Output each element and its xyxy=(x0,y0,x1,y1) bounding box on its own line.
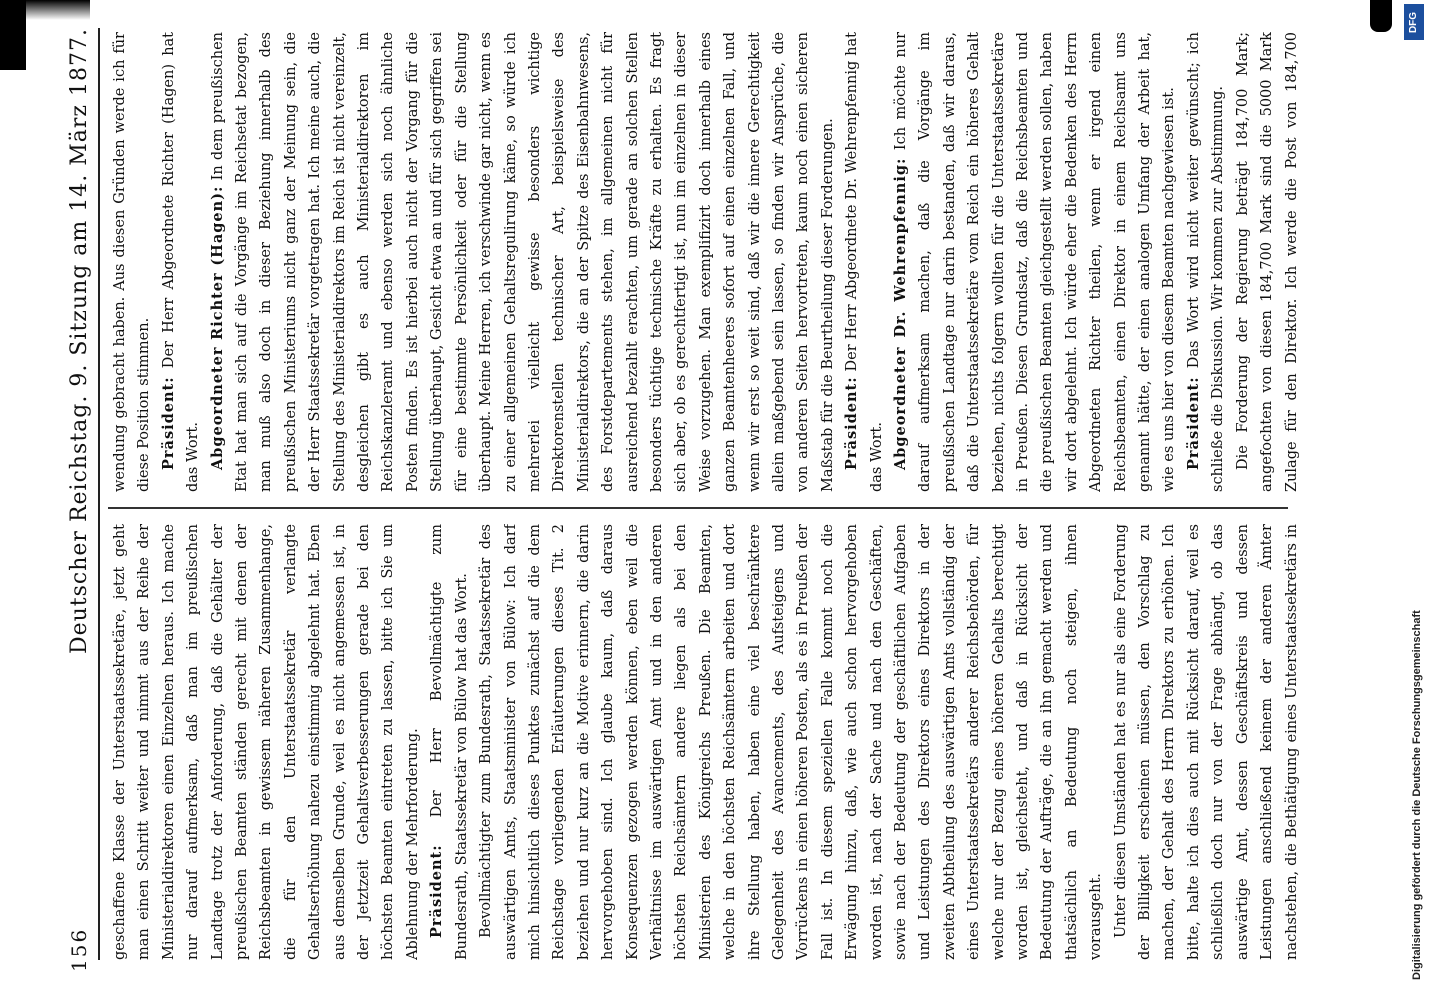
header-rule xyxy=(98,28,100,960)
speaker-label: Präsident: xyxy=(1184,376,1202,470)
funding-imprint xyxy=(1406,20,1428,980)
page-number: 156 xyxy=(67,927,91,972)
page-title: Deutscher Reichstag. 9. Sitzung am 14. März 1877. xyxy=(66,28,92,655)
paragraph-text: Der Herr Abgeordnete Richter (Hagen) hat das Wort. xyxy=(160,32,202,492)
paragraph xyxy=(840,32,889,492)
paragraph xyxy=(206,32,841,492)
funding-imprint-text: Digitalisierung gefördert durch die Deutsche Forschungsgemeinschaft xyxy=(1411,610,1423,980)
right-column xyxy=(108,32,1308,492)
paragraph: geschaffene Klasse der Unterstaatssekretäre, jetzt geht man einen Schritt weiter und nimmt aus der Reihe der Ministerialdirektoren einen Einzelnen heraus. Ich mache nur darauf aufmerksam, daß man im preußischen Landtage trotz der Anforderung, daß die Gehälter der preußischen Beamten ständen gerecht mit denen der Reichsbeamten in gewissem näheren Zusammenhange, die für den Unterstaatssekretär verlangte Gehaltserhöhung nahezu einstimmig abgelehnt hat. Eben aus demselben Grunde, weil es nicht angemessen ist, in der Jetztzeit Gehaltsverbesserungen gerade bei den höchsten Beamten eintreten zu lassen, bitte ich Sie um Ablehnung der Mehrforderung. xyxy=(112,524,421,960)
paragraph-text: In dem preußischen Etat hat man sich auf die Vorgänge im Reichsetat bezogen, man muß also doch in dieser Beziehung innerhalb des preußischen Ministeriums nicht ganz der Meinung sein, die der Herr Staatssekretär vorgetragen hat. Ich meine auch, die Stellung des Ministerialdirektors im Reich ist nicht vereinzelt, desgleichen gibt es auch Ministerialdirektoren im Reichskanzleramt und ebenso werden sich noch ähnliche Posten finden. Es ist hierbei auch nicht der Vorgang für die Stellung überhaupt, Gesicht etwa an und für sich gegriffen sei für eine bestimmte Persönlichkeit oder für die Stellung überhaupt. Meine Herren, ich verschwinde gar nicht, wenn es zu einer allgemeinen Gehaltsregulirung käme, so würde ich mehrerlei vielleicht gewisse besonders wichtige Direktorenstellen technischer Art, beispielsweise des Ministerialdirektors, die an der Spitze des Eisenbahnwesens, des Forstdepartements stehen, im allgemeinen nicht für ausreichend bezahlt erachten, um gerade an solchen Stellen besonders tüchtige technische Kräfte zu erhalten. Es fragt sich aber, ob es gerechtfertigt ist, nun im einzelnen in dieser Weise vorzugehen. Man exemplifizirt doch innerhalb eines ganzen Beamtenheeres sofort auf einen einzelnen Fall, und wenn wir erst so weit sind, daß wir die innere Gerechtigkeit allein maßgebend sein lassen, so finden wir Ansprüche, die von anderen Seiten hervortreten, kaum noch einen sicheren Maßstab für die Beurtheilung dieser Forderungen. xyxy=(209,32,836,492)
speaker-label: Präsident: xyxy=(843,376,861,470)
paragraph-text: Ich möchte nur darauf aufmerksam machen, daß die Vorgänge im preußischen Landtage nur darin bestanden, daß wir daraus, daß die Unterstaatssekretäre vom Reich ein höheres Gehalt beziehen, nichts folgern wollten für die Unterstaatssekretäre in Preußen. Diesen Grundsatz, daß die Reichsbeamten und die preußischen Beamten gleichgestellt werden sollen, haben wir dort abgelehnt. Ich würde eher die Bedenken des Herrn Abgeordneten Richter theilen, wenn er irgend einen Reichsbeamten, einen Direktor in einem Reichsamt uns genannt hätte, der einen analogen Umfang der Arbeit hat, wie es uns hier von diesem Beamten nachgewiesen ist. xyxy=(893,32,1178,492)
page-header xyxy=(62,28,96,972)
paragraph xyxy=(157,32,206,492)
paragraph xyxy=(1182,32,1231,492)
paragraph xyxy=(425,524,474,960)
left-column xyxy=(108,524,1308,960)
paragraph: Unter diesen Umständen hat es nur als eine Forderung der Billigkeit erscheinen müssen, den Vorschlag zu machen, der Gehalt des Herrn Direktors zu erhöhen. Ich bitte, halte ich dies auch mit Rücksicht darauf, weil es schließlich doch nur von der Frage abhängt, ob das auswärtige Amt, dessen Geschäftskreis und dessen Leistungen anschließend keinem der anderen Ämter nachstehen, die Bethätigung eines Unterstaatssekretärs in xyxy=(1112,524,1300,960)
paragraph: Bevollmächtigter zum Bundesrath, Staatssekretär des auswärtigen Amts, Staatsminister von Bülow: Ich darf mich hinsichtlich dieses Punktes zunächst auf die dem Reichstage vorliegenden Erläuterungen dieses Tit. 2 beziehen und nur kurz an die Motive erinnern, die darin hervorgehoben sind. Ich glaube kaum, daß daraus Konsequenzen gezogen werden können, eben weil die Verhältnisse im auswärtigen Amt und in den anderen höchsten Reichsämtern andere liegen als bei den Ministerien des Königreichs Preußen. Die Beamten, welche in den höchsten Reichsämtern arbeiten und dort ihre Stellung haben, haben eine viel beschränktere Gelegenheit des Avancements, des Aufsteigens und Vorrückens in einen höheren Posten, als es in Preußen der Fall ist. In diesem speziellen Falle kommt noch die Erwägung hinzu, daß, wie auch schon hervorgehoben worden ist, nach der Sache und nach den Geschäften, sowie nach der Bedeutung der geschäftlichen Aufgaben und Leistungen des Direktors eines Direktors in der zweiten Abtheilung des auswärtigen Amts vollständig der eines Unterstaatssekretärs anderer Reichsbehörden, für welche nur der Bezug eines höheren Gehalts berechtigt worden ist, gleichsteht, und daß in Rücksicht der Bedeutung der Aufträge, die an ihn gemacht werden und thatsächlich an Bedeutung noch steigen, ihnen vorausgeht. xyxy=(478,524,1105,960)
speaker-label: Präsident: xyxy=(159,376,177,470)
paragraph: Die Forderung der Regierung beträgt 184,700 Mark; angefochten von diesen 184,700 Mark sind die 5000 Mark Zulage für den Direktor. Ich werde die Post von 184,700 xyxy=(1234,32,1300,492)
dfg-logo-text: DFG xyxy=(1408,11,1420,33)
speaker-label: Abgeordneter Dr. Wehrenpfennig: xyxy=(892,157,909,470)
speaker-label: Abgeordneter Richter (Hagen): xyxy=(208,185,226,470)
paragraph-text: Der Herr Abgeordnete Dr. Wehrenpfennig hat das Wort. xyxy=(844,32,885,492)
paragraph xyxy=(889,32,1182,492)
paragraph-text: Der Herr Bevollmächtigte zum Bundesrath, Staatssekretär von Bülow hat das Wort. xyxy=(429,524,470,960)
paragraph: wendung gebracht haben. Aus diesen Gründen werde ich für diese Position stimmen. xyxy=(112,32,153,492)
paragraph-text: Das Wort wird nicht weiter gewünscht; ich schließe die Diskussion. Wir kommen zur Abstimmung. xyxy=(1185,32,1227,492)
column-divider xyxy=(108,507,1288,509)
speaker-label: Präsident: xyxy=(428,844,446,938)
